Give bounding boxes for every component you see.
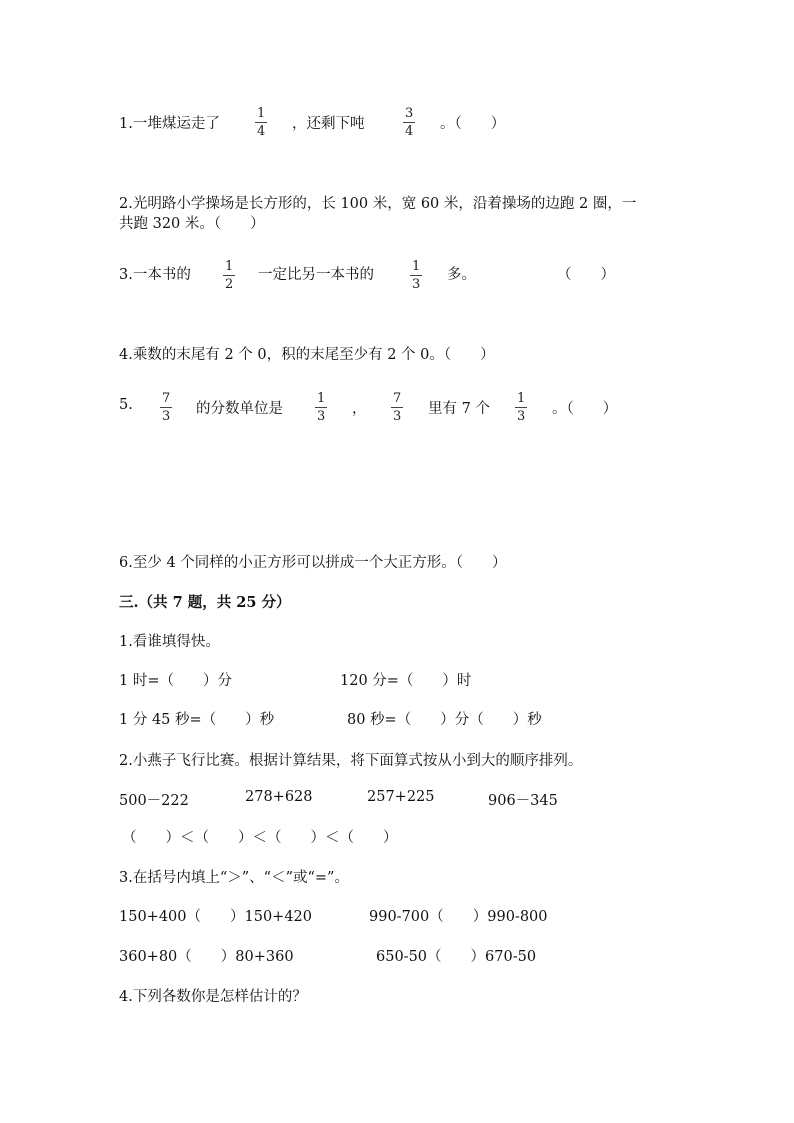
q3-prefix: 3.一本书的 bbox=[119, 267, 191, 283]
q4-text: 4.乘数的末尾有 2 个 0，积的末尾至少有 2 个 0。（ ） bbox=[119, 347, 495, 363]
q5-fraction-2 bbox=[315, 392, 327, 423]
q5-suffix: 。（ ） bbox=[552, 401, 618, 417]
denominator: 2 bbox=[225, 277, 234, 292]
denominator: 3 bbox=[317, 409, 326, 424]
s4-title: 4.下列各数你是怎样估计的？ bbox=[119, 989, 307, 1005]
q5-fraction-1 bbox=[160, 392, 172, 423]
q5-fraction-3 bbox=[391, 392, 403, 423]
q2-line-1: 2.光明路小学操场是长方形的，长 100 米，宽 60 米，沿着操场的边跑 2 圈，一 bbox=[119, 196, 637, 212]
q5-text-1: 的分数单位是 bbox=[196, 401, 283, 417]
q1-fraction-1 bbox=[255, 107, 267, 138]
s3-row1-left: 150+400（ ）150+420 bbox=[119, 909, 313, 925]
denominator: 4 bbox=[405, 124, 414, 139]
s1-row1-left: 1 时=（ ）分 bbox=[119, 673, 232, 689]
numerator: 3 bbox=[405, 106, 414, 121]
numerator: 7 bbox=[162, 391, 171, 406]
q5-text-2: 里有 7 个 bbox=[428, 401, 490, 417]
q3-answer-paren: （ ） bbox=[557, 267, 615, 283]
s1-title: 1.看谁填得快。 bbox=[119, 634, 220, 650]
denominator: 3 bbox=[412, 277, 421, 292]
s2-expr-2: 278+628 bbox=[245, 789, 313, 805]
numerator: 1 bbox=[225, 259, 234, 274]
numerator: 1 bbox=[517, 391, 526, 406]
q3-middle: 一定比另一本书的 bbox=[258, 267, 374, 283]
numerator: 7 bbox=[393, 391, 402, 406]
q1-suffix: 。（ ） bbox=[440, 116, 506, 132]
q5-comma: ， bbox=[352, 401, 367, 417]
denominator: 3 bbox=[517, 409, 526, 424]
q1-prefix: 1.一堆煤运走了 bbox=[119, 116, 220, 132]
s3-row1-right: 990-700（ ）990-800 bbox=[369, 909, 548, 925]
s1-row2-right: 80 秒=（ ）分（ ）秒 bbox=[347, 712, 542, 728]
s2-order-blanks: （ ）＜（ ）＜（ ）＜（ ） bbox=[122, 830, 398, 846]
q3-suffix: 多。 bbox=[447, 267, 476, 283]
denominator: 4 bbox=[257, 124, 266, 139]
q3-fraction-2 bbox=[410, 260, 422, 291]
q6-text: 6.至少 4 个同样的小正方形可以拼成一个大正方形。（ ） bbox=[119, 555, 507, 571]
section-3-heading: 三.（共 7 题，共 25 分） bbox=[119, 594, 291, 611]
q1-fraction-2 bbox=[403, 107, 415, 138]
q2-line-2: 共跑 320 米。（ ） bbox=[119, 216, 265, 232]
numerator: 1 bbox=[257, 106, 266, 121]
s3-row2-right: 650-50（ ）670-50 bbox=[376, 949, 537, 965]
s1-row1-right: 120 分=（ ）时 bbox=[340, 673, 472, 689]
numerator: 1 bbox=[317, 391, 326, 406]
s2-expr-4: 906－345 bbox=[488, 793, 558, 809]
q3-fraction-1 bbox=[223, 260, 235, 291]
s3-row2-left: 360+80（ ）80+360 bbox=[119, 949, 294, 965]
q5-fraction-4 bbox=[515, 392, 527, 423]
denominator: 3 bbox=[162, 409, 171, 424]
s1-row2-left: 1 分 45 秒=（ ）秒 bbox=[119, 712, 275, 728]
numerator: 1 bbox=[412, 259, 421, 274]
denominator: 3 bbox=[393, 409, 402, 424]
s2-expr-1: 500－222 bbox=[119, 793, 189, 809]
q5-prefix: 5. bbox=[119, 397, 133, 413]
s2-expr-3: 257+225 bbox=[367, 789, 435, 805]
q1-middle: ，还剩下吨 bbox=[292, 116, 365, 132]
s2-title: 2.小燕子飞行比赛。根据计算结果，将下面算式按从小到大的顺序排列。 bbox=[119, 753, 583, 769]
s3-title: 3.在括号内填上“＞”、“＜”或“=”。 bbox=[119, 870, 349, 886]
